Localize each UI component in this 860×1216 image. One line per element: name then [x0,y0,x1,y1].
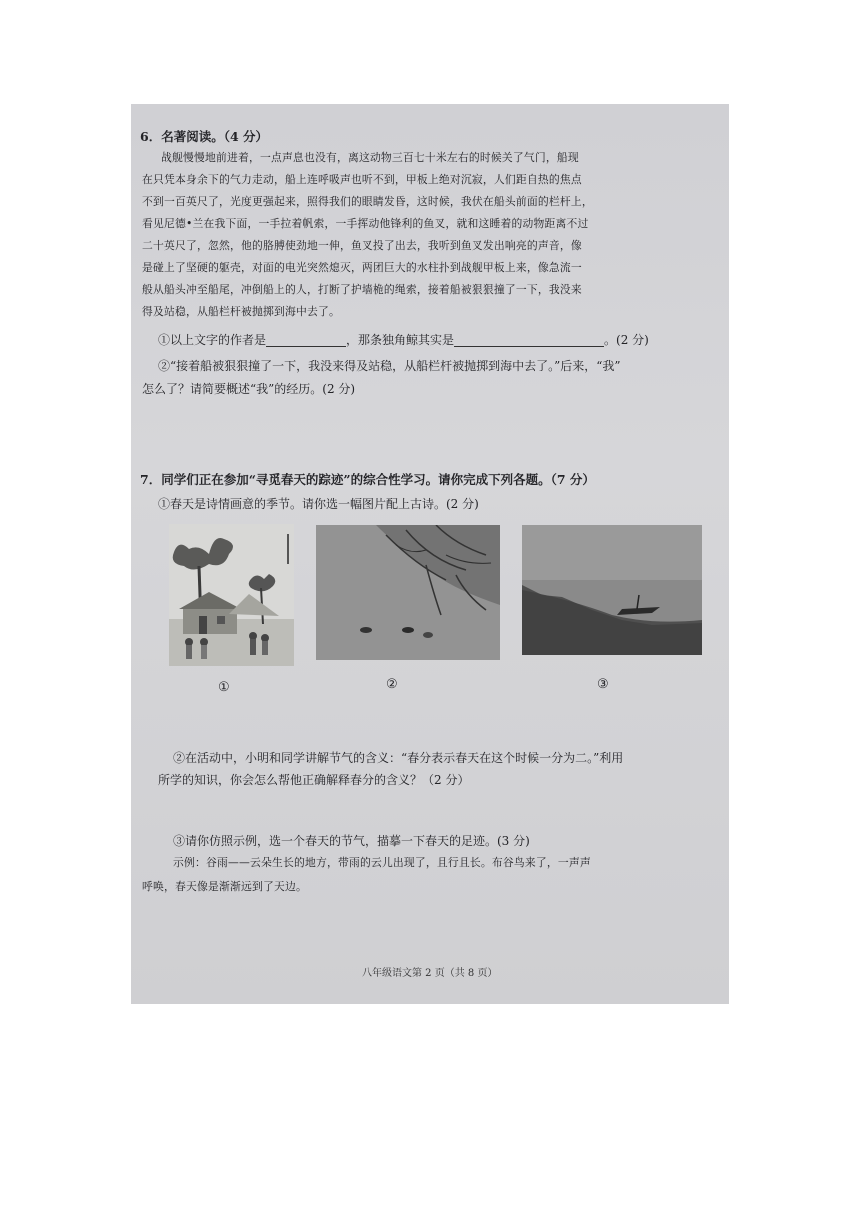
image-label-1: ① [218,680,230,695]
question-7-sub2-line2: 所学的知识，你会怎么帮他正确解释春分的含义？（2 分） [158,773,470,787]
question-7-sub1: ①春天是诗情画意的季节。请你选一幅图片配上古诗。(2 分) [158,497,479,511]
question-6-sub2-line1: ②“接着船被狠狠撞了一下，我没来得及站稳，从船栏杆被抛掷到海中去了。”后来，“我” [158,359,621,373]
author-answer-blank[interactable] [266,334,346,347]
sub1-prefix: ①以上文字的作者是 [158,333,267,347]
question-7-sub3-example-cont: 呼唤，春天像是渐渐远到了天边。 [142,880,307,893]
sub1-mid: ，那条独角鲸其实是 [346,333,455,347]
question-7-sub2-line1: ②在活动中，小明和同学讲解节气的含义：“春分表示春天在这个时候一分为二。”利用 [173,751,624,765]
boat-shore-photo [522,525,702,655]
boat-shore-image [522,525,702,655]
question-6-sub1 [158,333,649,347]
passage-line: 在只凭本身余下的气力走动，船上连呼吸声也听不到，甲板上绝对沉寂，人们距自热的焦点 [142,173,582,186]
image-label-2: ② [386,677,398,692]
passage-line: 得及站稳，从船栏杆被抛掷到海中去了。 [142,305,340,318]
question-7-sub3-example: 示例：谷雨——云朵生长的地方，带雨的云儿出现了，且行且长。布谷鸟来了，一声声 [173,856,591,869]
sub1-suffix: 。(2 分) [604,333,649,347]
question-6-sub2-line2: 怎么了？请简要概述“我”的经历。(2 分) [142,382,356,396]
question-7-title: 7．同学们正在参加“寻觅春天的踪迹”的综合性学习。请你完成下列各题。（7 分） [140,472,595,487]
passage-line: 般从船头冲至船尾，冲倒船上的人，打断了护墙桅的绳索，接着船被狠狠撞了一下，我没来 [142,283,582,296]
passage-line: 战舰慢慢地前进着，一点声息也没有，离这动物三百七十米左右的时候关了气门，船现 [161,151,579,164]
narwhal-answer-blank[interactable] [454,334,604,347]
question-6-title: 6．名著阅读。（4 分） [140,129,268,144]
passage-line: 看见尼德•兰在我下面，一手拉着帆索，一手挥动他锋利的鱼叉，就和这睡着的动物距离不过 [142,217,589,230]
passage-line: 是碰上了坚硬的躯壳，对面的电光突然熄灭，两团巨大的水柱扑到战舰甲板上来，像急流一 [142,261,582,274]
image-label-3: ③ [597,677,609,692]
question-7-sub3-line1: ③请你仿照示例，选一个春天的节气，描摹一下春天的足迹。(3 分) [173,834,530,848]
branches-water-ducks-image [316,525,500,660]
page-footer: 八年级语文第 2 页（共 8 页） [362,968,498,979]
branches-water-ducks-photo [316,525,500,660]
painting-hut-illustration [169,524,294,666]
passage-line: 不到一百英尺了，光度更强起来，照得我们的眼睛发昏，这时候，我伏在船头前面的栏杆上， [142,195,593,208]
scanned-exam-page [131,104,729,1004]
passage-line: 二十英尺了，忽然，他的胳膊使劲地一伸，鱼叉投了出去，我听到鱼叉发出响亮的声音，像 [142,239,582,252]
painting-hut-image [169,524,294,666]
